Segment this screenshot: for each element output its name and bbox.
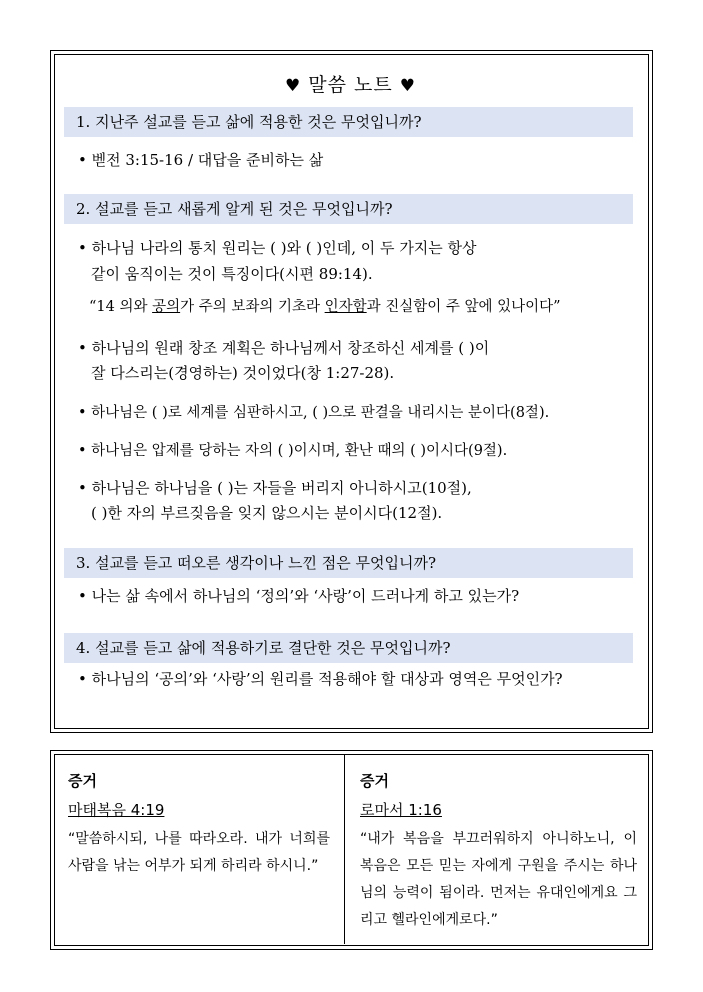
q2-bullet-3: • 하나님은 ( )로 세계를 심판하시고, ( )으로 판결을 내리시는 분이다(8절). bbox=[78, 405, 550, 421]
reference-left bbox=[68, 770, 330, 880]
q2-scripture-quote: “14 의와 공의가 주의 보좌의 기초라 인자함과 진실함이 주 앞에 있나이다” bbox=[89, 299, 561, 315]
reference-book: 로마서 1:16 bbox=[360, 801, 442, 819]
question-2-heading: 2. 설교를 듣고 새롭게 알게 된 것은 무엇입니까? bbox=[64, 194, 633, 224]
q2-bullet-5-line-2: ( )한 자의 부르짖음을 잊지 않으시는 분이시다(12절). bbox=[91, 504, 443, 522]
q2-bullet-4: • 하나님은 압제를 당하는 자의 ( )이시며, 환난 때의 ( )이시다(9절). bbox=[78, 443, 508, 459]
q2-bullet-2-line-2: 잘 다스리는(경영하는) 것이었다(창 1:27-28). bbox=[91, 364, 395, 382]
reference-label: 증거 bbox=[360, 772, 389, 790]
page-title bbox=[54, 70, 647, 97]
reference-book: 마태복음 4:19 bbox=[68, 801, 165, 819]
underlined-word: 인자함 bbox=[324, 299, 367, 315]
reference-quote: “내가 복음을 부끄러워하지 아니하노니, 이 복음은 모든 믿는 자에게 구원을 주시는 하나님의 능력이 됨이라. 먼저는 유대인에게요 그리고 헬라인에게로다.” bbox=[360, 831, 637, 928]
underlined-word: 공의 bbox=[152, 299, 181, 315]
q2-bullet-1-line-2: 같이 움직이는 것이 특징이다(시편 89:14). bbox=[91, 265, 373, 283]
question-3-heading: 3. 설교를 듣고 떠오른 생각이나 느낀 점은 무엇입니까? bbox=[64, 548, 633, 578]
reference-quote: “말씀하시되, 나를 따라오라. 내가 너희를 사람을 낚는 어부가 되게 하리라 하시니.” bbox=[68, 831, 330, 874]
question-4-answer: • 하나님의 ‘공의’와 ‘사랑’의 원리를 적용해야 할 대상과 영역은 무엇인가? bbox=[78, 670, 563, 688]
question-3-answer: • 나는 삶 속에서 하나님의 ‘정의’와 ‘사랑’이 드러나게 하고 있는가? bbox=[78, 587, 520, 605]
heart-icon: ♥ bbox=[399, 76, 417, 96]
question-1-answer: • 벧전 3:15-16 / 대답을 준비하는 삶 bbox=[78, 151, 324, 169]
question-4-heading: 4. 설교를 듣고 삶에 적용하기로 결단한 것은 무엇입니까? bbox=[64, 633, 633, 663]
heart-icon: ♥ bbox=[284, 76, 302, 96]
references-divider bbox=[344, 755, 345, 944]
reference-label: 증거 bbox=[68, 772, 97, 790]
q2-bullet-5-line-1: • 하나님은 하나님을 ( )는 자들을 버리지 아니하시고(10절), bbox=[78, 479, 472, 497]
page-title-text: 말씀 노트 bbox=[308, 74, 393, 96]
q2-bullet-1-line-1: • 하나님 나라의 통치 원리는 ( )와 ( )인데, 이 두 가지는 항상 bbox=[78, 239, 477, 257]
reference-right bbox=[360, 770, 637, 934]
q2-bullet-2-line-1: • 하나님의 원래 창조 계획은 하나님께서 창조하신 세계를 ( )이 bbox=[78, 339, 490, 357]
question-1-heading: 1. 지난주 설교를 듣고 삶에 적용한 것은 무엇입니까? bbox=[64, 107, 633, 137]
